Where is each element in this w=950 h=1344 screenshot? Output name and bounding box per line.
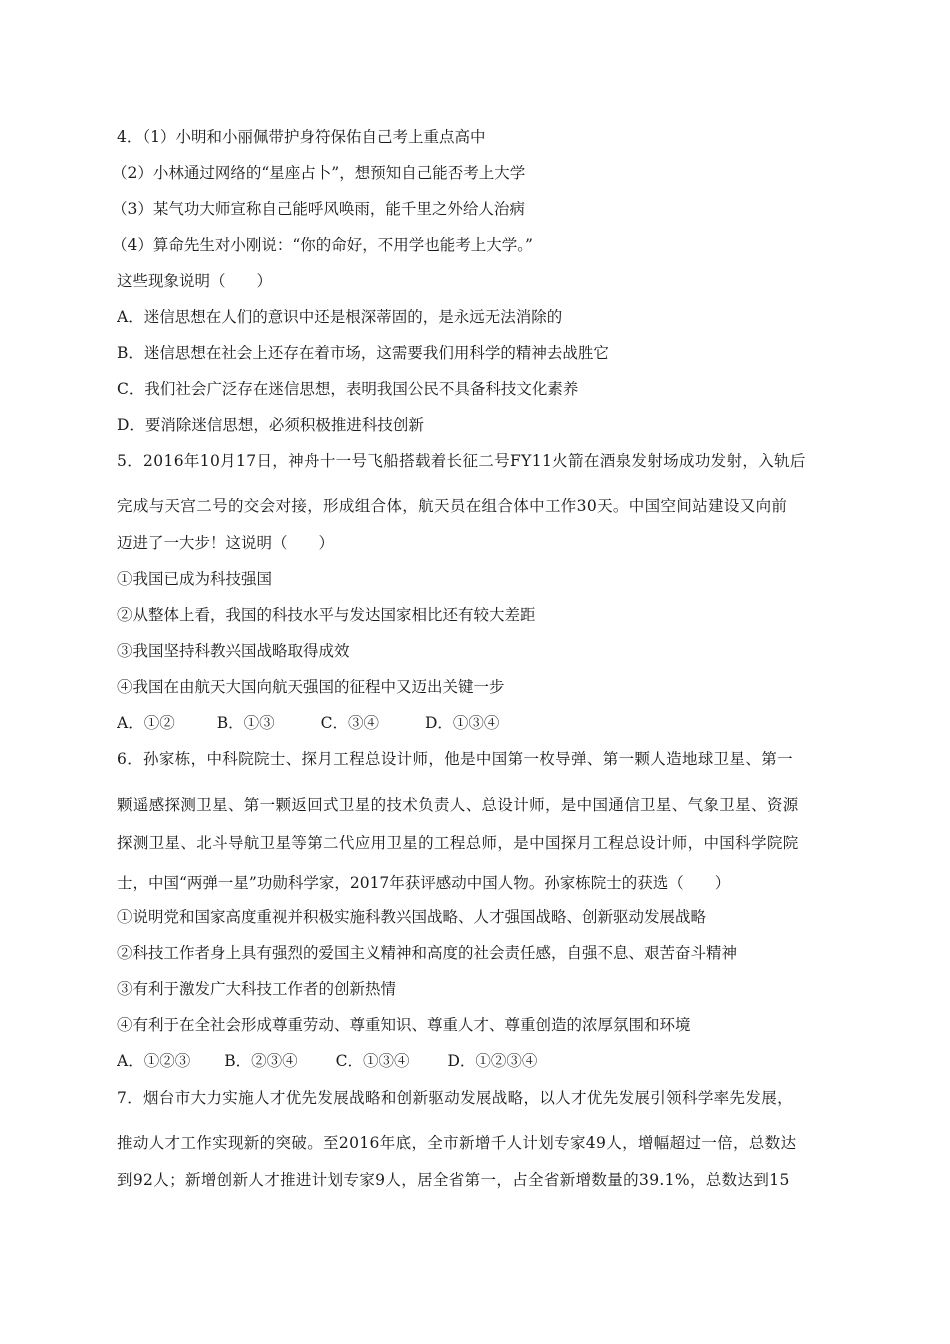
q5-choices — [117, 713, 847, 733]
q4-option-b: B．迷信思想在社会上还存在着市场，这需要我们用科学的精神去战胜它 — [117, 344, 609, 362]
q6-choice-d: D．①②③④ — [447, 1052, 538, 1070]
q4-line-2: （2）小林通过网络的“星座占卜”，想预知自己能否考上大学 — [112, 164, 526, 182]
q6-statement-1: ①说明党和国家高度重视并积极实施科教兴国战略、人才强国战略、创新驱动发展战略 — [117, 908, 707, 926]
q5-choice-d: D．①③④ — [424, 714, 500, 732]
q4-line-3: （3）某气功大师宣称自己能呼风唤雨，能千里之外给人治病 — [112, 200, 525, 218]
q5-line-1: 5．2016年10月17日，神舟十一号飞船搭载着长征二号FY11火箭在酒泉发射场成功发射，入轨后 — [117, 452, 806, 470]
q6-choices — [117, 1051, 847, 1071]
q5-line-3: 迈进了一大步！这说明（ ） — [117, 534, 335, 552]
q6-choice-c: C．①③④ — [335, 1052, 410, 1070]
q4-stem-end: 这些现象说明（ ） — [117, 272, 273, 290]
q4-line-4: （4）算命先生对小刚说：“你的命好，不用学也能考上大学。” — [112, 236, 533, 254]
q7-line-3: 到92人；新增创新人才推进计划专家9人，居全省第一，占全省新增数量的39.1%，总数达到15 — [117, 1171, 790, 1189]
q5-statement-2: ②从整体上看，我国的科技水平与发达国家相比还有较大差距 — [117, 606, 536, 624]
q5-choice-a: A．①② — [117, 714, 175, 732]
q5-statement-3: ③我国坚持科教兴国战略取得成效 — [117, 642, 350, 660]
q4-option-a: A．迷信思想在人们的意识中还是根深蒂固的，是永远无法消除的 — [117, 308, 563, 326]
q6-choice-a: A．①②③ — [117, 1052, 191, 1070]
q6-line-4: 士，中国“两弹一星”功勋科学家，2017年获评感动中国人物。孙家栋院士的获选（ ） — [117, 874, 731, 892]
q6-line-1: 6．孙家栋，中科院院士、探月工程总设计师，他是中国第一枚导弹、第一颗人造地球卫星、第一 — [117, 750, 793, 768]
q6-statement-4: ④有利于在全社会形成尊重劳动、尊重知识、尊重人才、尊重创造的浓厚氛围和环境 — [117, 1016, 691, 1034]
q5-line-2: 完成与天宫二号的交会对接，形成组合体，航天员在组合体中工作30天。中国空间站建设又向前 — [117, 497, 788, 515]
q4-option-c: C．我们社会广泛存在迷信思想，表明我国公民不具备科技文化素养 — [117, 380, 579, 398]
q6-statement-3: ③有利于激发广大科技工作者的创新热情 — [117, 980, 397, 998]
q5-statement-4: ④我国在由航天大国向航天强国的征程中又迈出关键一步 — [117, 678, 505, 696]
q6-statement-2: ②科技工作者身上具有强烈的爱国主义精神和高度的社会责任感，自强不息、艰苦奋斗精神 — [117, 944, 738, 962]
q6-choice-b: B．②③④ — [224, 1052, 298, 1070]
q5-choice-c: C．③④ — [320, 714, 379, 732]
q7-line-1: 7．烟台市大力实施人才优先发展战略和创新驱动发展战略，以人才优先发展引领科学率先发展， — [117, 1089, 793, 1107]
q6-line-2: 颗遥感探测卫星、第一颗返回式卫星的技术负责人、总设计师，是中国通信卫星、气象卫星、资源 — [117, 796, 799, 814]
q7-line-2: 推动人才工作实现新的突破。至2016年底，全市新增千人计划专家49人，增幅超过一倍，总数达 — [117, 1134, 797, 1152]
q4-option-d: D．要消除迷信思想，必须积极推进科技创新 — [117, 416, 424, 434]
q5-statement-1: ①我国已成为科技强国 — [117, 570, 273, 588]
q5-choice-b: B．①③ — [216, 714, 275, 732]
q4-line-1: 4．（1）小明和小丽佩带护身符保佑自己考上重点高中 — [117, 128, 486, 146]
q6-line-3: 探测卫星、北斗导航卫星等第二代应用卫星的工程总师，是中国探月工程总设计师，中国科学院院 — [117, 834, 799, 852]
